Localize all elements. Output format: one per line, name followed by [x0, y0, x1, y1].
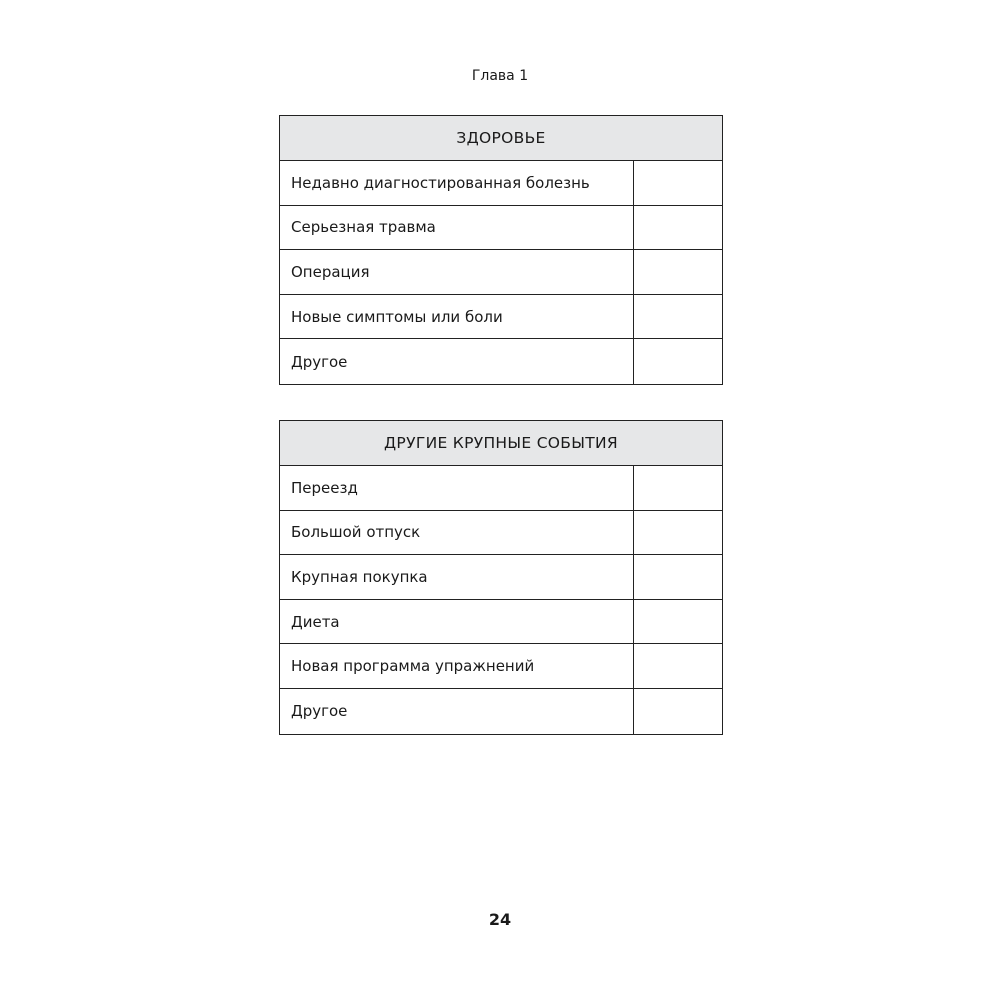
table-row — [280, 555, 722, 600]
row-label: Операция — [280, 250, 634, 294]
row-label: Переезд — [280, 466, 634, 510]
table-row — [280, 206, 722, 251]
table-row — [280, 689, 722, 734]
row-label: Новые симптомы или боли — [280, 295, 634, 339]
checkbox-cell[interactable] — [634, 689, 722, 734]
checkbox-cell[interactable] — [634, 339, 722, 384]
row-label: Диета — [280, 600, 634, 644]
table-row — [280, 295, 722, 340]
table-row — [280, 161, 722, 206]
table-row — [280, 511, 722, 556]
table-row — [280, 466, 722, 511]
checkbox-cell[interactable] — [634, 600, 722, 644]
checkbox-cell[interactable] — [634, 466, 722, 510]
checkbox-cell[interactable] — [634, 295, 722, 339]
checkbox-cell[interactable] — [634, 206, 722, 250]
checkbox-cell[interactable] — [634, 161, 722, 205]
table-row — [280, 250, 722, 295]
running-head: Глава 1 — [471, 68, 529, 84]
row-label: Недавно диагностированная болезнь — [280, 161, 634, 205]
row-label: Большой отпуск — [280, 511, 634, 555]
table-title: ЗДОРОВЬЕ — [280, 116, 722, 161]
checkbox-cell[interactable] — [634, 511, 722, 555]
table-row — [280, 644, 722, 689]
checkbox-cell[interactable] — [634, 555, 722, 599]
table-title: ДРУГИЕ КРУПНЫЕ СОБЫТИЯ — [280, 421, 722, 466]
row-label: Другое — [280, 339, 634, 384]
checkbox-cell[interactable] — [634, 250, 722, 294]
row-label: Другое — [280, 689, 634, 734]
other-events-table — [279, 420, 723, 735]
row-label: Новая программа упражнений — [280, 644, 634, 688]
table-row — [280, 339, 722, 384]
table-row — [280, 600, 722, 645]
checkbox-cell[interactable] — [634, 644, 722, 688]
row-label: Крупная покупка — [280, 555, 634, 599]
row-label: Серьезная травма — [280, 206, 634, 250]
health-table — [279, 115, 723, 385]
page-number: 24 — [488, 910, 512, 929]
